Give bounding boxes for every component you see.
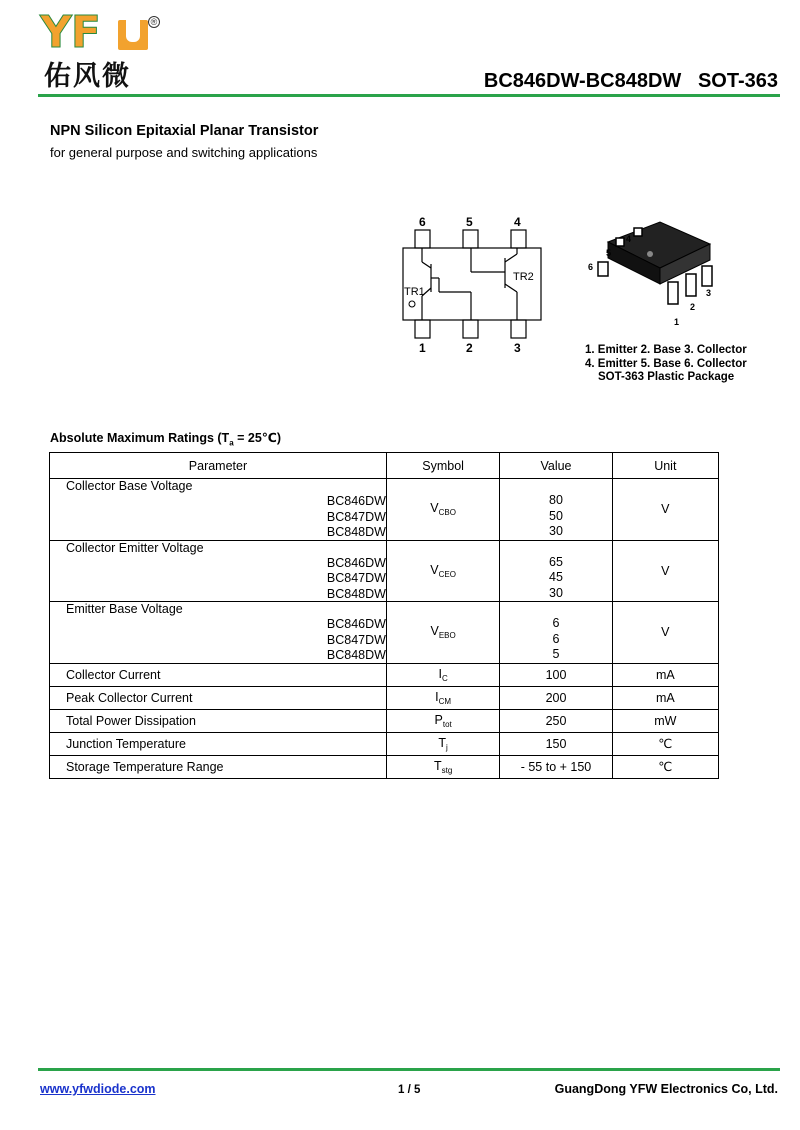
header-symbol: Symbol bbox=[386, 453, 499, 479]
value-cell: 200 bbox=[500, 686, 612, 709]
unit-cell: mA bbox=[612, 663, 718, 686]
product-subtitle: for general purpose and switching applications bbox=[50, 145, 318, 160]
pin-1 bbox=[415, 320, 430, 338]
symbol-cell: $I_C$ bbox=[386, 663, 499, 686]
table-row bbox=[50, 602, 719, 664]
pkg-label-1: 1 bbox=[674, 317, 680, 327]
table-row bbox=[50, 732, 719, 755]
header-rule bbox=[38, 94, 780, 97]
logo-chinese-name: 佑风微 bbox=[44, 61, 131, 92]
logo-mark bbox=[118, 20, 148, 50]
pin-1-marker bbox=[409, 301, 415, 307]
param-name: Storage Temperature Range bbox=[50, 755, 387, 778]
table-header-row bbox=[50, 453, 719, 479]
param-name: Collector Emitter Voltage bbox=[66, 540, 204, 555]
variant-list: BC846DW BC847DW BC848DW bbox=[326, 494, 386, 539]
symbol-cell: $V_{CBO}$ bbox=[386, 479, 499, 541]
value-cell: 6 6 5 bbox=[500, 602, 612, 664]
lead-3 bbox=[702, 266, 712, 286]
symbol-cell: $V_{EBO}$ bbox=[386, 602, 499, 664]
pinout-diagram bbox=[395, 210, 555, 360]
param-name: Collector Base Voltage bbox=[66, 479, 193, 493]
param-name: Total Power Dissipation bbox=[50, 709, 387, 732]
pin-5 bbox=[463, 230, 478, 248]
unit-cell: ℃ bbox=[612, 755, 718, 778]
param-name: Peak Collector Current bbox=[50, 686, 387, 709]
tr2-label: TR2 bbox=[513, 271, 534, 283]
value-cell: 250 bbox=[500, 709, 612, 732]
value-cell: 150 bbox=[500, 732, 612, 755]
symbol-cell: $V_{CEO}$ bbox=[386, 540, 499, 602]
ratings-table bbox=[49, 452, 719, 779]
tr2-symbol bbox=[471, 248, 517, 320]
variant-list: BC846DW BC847DW BC848DW bbox=[326, 555, 386, 601]
value-cell: 65 45 30 bbox=[500, 540, 612, 602]
unit-cell: V bbox=[612, 602, 718, 664]
company-name: GuangDong YFW Electronics Co, Ltd. bbox=[554, 1082, 778, 1096]
package-outline bbox=[403, 248, 541, 320]
pin-3 bbox=[511, 320, 526, 338]
footer-rule bbox=[38, 1068, 780, 1071]
symbol-cell: $T_{stg}$ bbox=[386, 755, 499, 778]
pin-6 bbox=[415, 230, 430, 248]
unit-cell: V bbox=[612, 540, 718, 602]
param-name: Junction Temperature bbox=[50, 732, 387, 755]
value-cell: - 55 to + 150 bbox=[500, 755, 612, 778]
pkg-label-5: 5 bbox=[606, 248, 612, 258]
pin-label-3: 3 bbox=[514, 341, 521, 355]
document-title: BC846DW-BC848DW SOT-363 bbox=[483, 70, 778, 92]
pin-4 bbox=[511, 230, 526, 248]
param-name: Collector Current bbox=[50, 663, 387, 686]
pin-2 bbox=[463, 320, 478, 338]
symbol-cell: $I_{CM}$ bbox=[386, 686, 499, 709]
pin-label-4: 4 bbox=[514, 215, 521, 229]
logo-letters: YF bbox=[40, 7, 100, 58]
lead-6 bbox=[598, 262, 608, 276]
ratings-title: Absolute Maximum Ratings ($T_a$ = 25℃) bbox=[50, 431, 282, 448]
company-logo bbox=[40, 7, 180, 92]
pkg-label-3: 3 bbox=[706, 288, 712, 298]
unit-cell: mW bbox=[612, 709, 718, 732]
value-cell: 80 50 30 bbox=[500, 479, 612, 541]
pkg-label-4: 4 bbox=[626, 234, 632, 244]
variant-list: BC846DW BC847DW BC848DW bbox=[326, 617, 386, 662]
tr1-symbol bbox=[422, 248, 471, 320]
header-unit: Unit bbox=[612, 453, 718, 479]
caption-line-1: 1. Emitter 2. Base 3. Collector bbox=[585, 344, 747, 356]
pin-label-5: 5 bbox=[466, 215, 473, 229]
unit-cell: V bbox=[612, 479, 718, 541]
table-row bbox=[50, 663, 719, 686]
pkg-label-6: 6 bbox=[588, 262, 594, 272]
table-row bbox=[50, 479, 719, 541]
product-title: NPN Silicon Epitaxial Planar Transistor bbox=[50, 123, 319, 139]
header-value: Value bbox=[500, 453, 612, 479]
table-row bbox=[50, 709, 719, 732]
pin-label-1: 1 bbox=[419, 341, 426, 355]
pkg-label-2: 2 bbox=[690, 302, 696, 312]
lead-5 bbox=[616, 238, 624, 246]
lead-2 bbox=[686, 274, 696, 296]
pin-caption bbox=[585, 344, 755, 385]
unit-cell: ℃ bbox=[612, 732, 718, 755]
table-row bbox=[50, 755, 719, 778]
symbol-cell: $P_{tot}$ bbox=[386, 709, 499, 732]
lead-4 bbox=[634, 228, 642, 236]
caption-line-2: 4. Emitter 5. Base 6. Collector bbox=[585, 357, 747, 370]
table-row bbox=[50, 686, 719, 709]
pin-label-2: 2 bbox=[466, 341, 473, 355]
value-cell: 100 bbox=[500, 663, 612, 686]
unit-cell: mA bbox=[612, 686, 718, 709]
pin-label-6: 6 bbox=[419, 215, 426, 229]
pin1-dot bbox=[647, 251, 653, 257]
registered-mark: ® bbox=[148, 16, 160, 28]
website-link[interactable]: www.yfwdiode.com bbox=[40, 1082, 156, 1096]
tr1-label: TR1 bbox=[404, 286, 425, 298]
lead-1 bbox=[668, 282, 678, 304]
caption-line-3: SOT-363 Plastic Package bbox=[598, 371, 735, 383]
header-parameter: Parameter bbox=[50, 453, 387, 479]
package-drawing bbox=[578, 212, 718, 332]
page-number: 1 / 5 bbox=[398, 1084, 421, 1096]
param-name: Emitter Base Voltage bbox=[66, 602, 183, 616]
table-row bbox=[50, 540, 719, 602]
symbol-cell: $T_j$ bbox=[386, 732, 499, 755]
